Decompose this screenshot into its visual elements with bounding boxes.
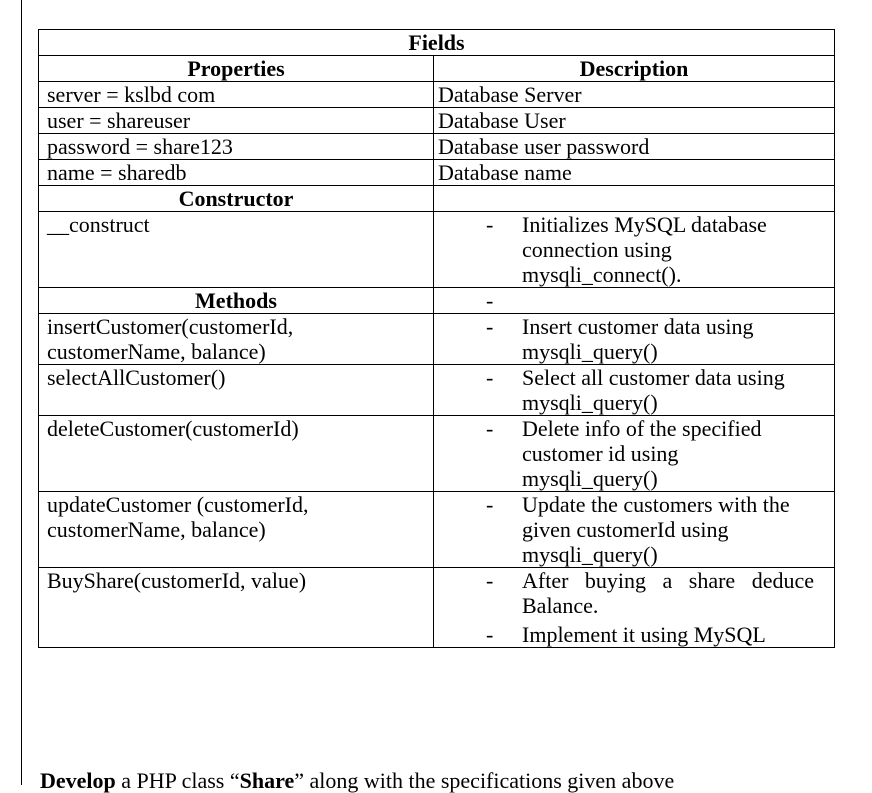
table-row: [39, 416, 835, 492]
table-row: [39, 365, 835, 416]
instruction-class-name: Share: [239, 768, 295, 793]
method-description-cell: [434, 416, 835, 492]
methods-heading-row: [39, 288, 835, 314]
table-row: [39, 82, 835, 108]
field-property: password = share123: [39, 134, 434, 160]
list-item: [442, 212, 834, 287]
list-item: [442, 365, 834, 415]
table-row: [39, 160, 835, 186]
properties-header: Properties: [39, 56, 434, 82]
dash-bullet: -: [486, 492, 494, 517]
constructor-description-cell: [434, 212, 835, 288]
dash-bullet: -: [486, 622, 494, 647]
method-description: Implement it using MySQL: [522, 622, 766, 647]
constructor-name: __construct: [39, 212, 434, 288]
bullet-list: [442, 212, 834, 287]
instruction-middle: a PHP class “: [115, 768, 240, 793]
instruction-lead: Develop: [40, 768, 116, 793]
list-item: [442, 416, 834, 491]
header-row: [39, 56, 835, 82]
field-description: Database name: [434, 160, 835, 186]
assignment-instruction: [40, 768, 674, 793]
method-signature: updateCustomer (customerId, customerName, balance): [39, 492, 434, 568]
method-signature: BuyShare(customerId, value): [39, 568, 434, 648]
bullet-list: [442, 416, 834, 491]
table-row: [39, 314, 835, 365]
method-description: Update the customers with the given customerId using mysqli_query(): [522, 492, 790, 567]
field-property: name = sharedb: [39, 160, 434, 186]
method-signature: selectAllCustomer(): [39, 365, 434, 416]
constructor-description: Initializes MySQL database connection using mysqli_connect().: [522, 212, 767, 287]
table-row: [39, 134, 835, 160]
method-signature: deleteCustomer(customerId): [39, 416, 434, 492]
dash-bullet: -: [486, 288, 494, 313]
field-description: Database User: [434, 108, 835, 134]
list-item: [442, 622, 834, 647]
dash-bullet: -: [486, 416, 494, 441]
method-description-cell: [434, 568, 835, 648]
bullet-list: [442, 568, 834, 647]
method-description-cell: [434, 365, 835, 416]
method-description: Delete info of the specified customer id using mysqli_query(): [522, 416, 762, 491]
method-description: Insert customer data using mysqli_query(): [522, 314, 754, 364]
table-row: [39, 108, 835, 134]
method-description-cell: [434, 314, 835, 365]
bullet-list: [442, 492, 834, 567]
field-description: Database Server: [434, 82, 835, 108]
table-row: [39, 492, 835, 568]
field-property: server = kslbd com: [39, 82, 434, 108]
field-description: Database user password: [434, 134, 835, 160]
dash-bullet: -: [486, 314, 494, 339]
bullet-list: [442, 365, 834, 415]
list-item: [442, 314, 834, 364]
method-description: Select all customer data using mysqli_query(): [522, 365, 785, 415]
table-row: [39, 212, 835, 288]
field-property: user = shareuser: [39, 108, 434, 134]
class-spec-table: [38, 29, 835, 648]
methods-heading: Methods: [39, 288, 434, 314]
list-item: [442, 568, 834, 618]
empty-cell: [434, 186, 835, 212]
table-row: [39, 568, 835, 648]
dash-bullet: -: [486, 365, 494, 390]
table-title-row: [39, 30, 835, 56]
page-left-border: [21, 0, 22, 785]
constructor-heading-row: [39, 186, 835, 212]
method-description-cell: [434, 492, 835, 568]
instruction-tail: ” along with the specifications given above: [294, 768, 675, 793]
methods-dash-cell: [434, 288, 835, 314]
dash-bullet: -: [486, 212, 494, 237]
method-signature: insertCustomer(customerId, customerName, balance): [39, 314, 434, 365]
dash-bullet: -: [486, 568, 494, 593]
bullet-list: [442, 314, 834, 364]
description-header: Description: [434, 56, 835, 82]
list-item: [442, 492, 834, 567]
table-title: Fields: [39, 30, 835, 56]
method-description: After buying a share deduce Balance.: [522, 568, 814, 618]
constructor-heading: Constructor: [39, 186, 434, 212]
